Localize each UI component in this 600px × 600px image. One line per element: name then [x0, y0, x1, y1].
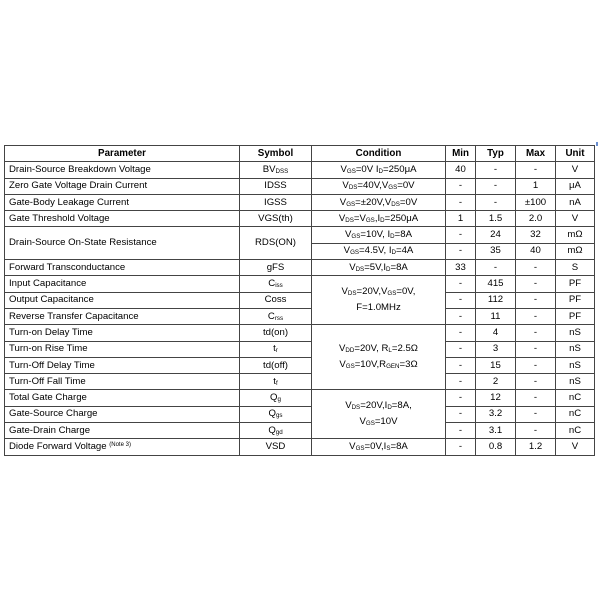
- unit-cell: mΩ: [556, 227, 595, 243]
- typ-cell: 3.1: [476, 423, 516, 439]
- min-cell: -: [446, 390, 476, 406]
- unit-cell: PF: [556, 308, 595, 324]
- table-row: [5, 178, 595, 194]
- symbol-cell: IDSS: [240, 178, 312, 194]
- condition-line: $V_{DS}=20V,I_D=8A$,: [345, 400, 412, 412]
- condition-cell: $V_{GS}=\pm 20V,V_{DS}=0V$: [312, 194, 446, 210]
- parameter-cell: Total Gate Charge: [5, 390, 240, 406]
- condition-subscript: GS: [346, 167, 356, 175]
- typ-cell: 35: [476, 243, 516, 259]
- table-row: [5, 357, 595, 373]
- typ-cell: 3.2: [476, 406, 516, 422]
- unit-cell: nS: [556, 357, 595, 373]
- symbol-cell: [240, 276, 312, 292]
- parameter-cell: Drain-Source On-State Resistance: [5, 227, 240, 260]
- header-max: Max: [516, 146, 556, 162]
- typ-cell: 24: [476, 227, 516, 243]
- symbol-cell: IGSS: [240, 194, 312, 210]
- max-cell: -: [516, 308, 556, 324]
- unit-cell: nC: [556, 406, 595, 422]
- typ-cell: 1.5: [476, 211, 516, 227]
- symbol-main: C: [268, 278, 276, 290]
- max-cell: -: [516, 341, 556, 357]
- max-cell: -: [516, 276, 556, 292]
- max-cell: ±100: [516, 194, 556, 210]
- condition-line: $V_{DS}=20V,V_{GS}=0V$,: [341, 286, 416, 298]
- typ-cell: -: [476, 194, 516, 210]
- symbol-cell: [240, 341, 312, 357]
- max-cell: -: [516, 374, 556, 390]
- symbol-subscript: g: [277, 396, 281, 404]
- typ-cell: 112: [476, 292, 516, 308]
- table-row: [5, 423, 595, 439]
- condition-subscript: DS: [347, 290, 357, 298]
- typ-cell: -: [476, 260, 516, 276]
- symbol-main: C: [267, 310, 275, 322]
- parameter-cell: Output Capacitance: [5, 292, 240, 308]
- min-cell: -: [446, 406, 476, 422]
- table-row: [5, 211, 595, 227]
- condition-subscript: GS: [388, 184, 398, 192]
- parameter-cell: Zero Gate Voltage Drain Current: [5, 178, 240, 194]
- unit-cell: nC: [556, 390, 595, 406]
- typ-cell: 15: [476, 357, 516, 373]
- unit-cell: V: [556, 211, 595, 227]
- corner-mark: [596, 142, 598, 146]
- condition-cell: [312, 325, 446, 390]
- min-cell: -: [446, 374, 476, 390]
- parameter-cell: Reverse Transfer Capacitance: [5, 308, 240, 324]
- table-row: [5, 390, 595, 406]
- unit-cell: S: [556, 260, 595, 276]
- condition-cell: $V_{DS}=V_{GS},I_D=250\mu A$: [312, 211, 446, 227]
- table-row: [5, 162, 595, 178]
- condition-subscript: D: [386, 265, 391, 273]
- symbol-subscript: gd: [275, 428, 283, 436]
- header-parameter: Parameter: [5, 146, 240, 162]
- table-row: [5, 439, 595, 455]
- condition-subscript: D: [387, 404, 392, 412]
- condition-subscript: GS: [350, 249, 360, 257]
- typ-cell: 11: [476, 308, 516, 324]
- symbol-main: Q: [270, 392, 278, 404]
- condition-subscript: GS: [355, 444, 365, 452]
- condition-subscript: GS: [346, 200, 356, 208]
- parameter-cell: Turn-on Delay Time: [5, 325, 240, 341]
- table-row: [5, 308, 595, 324]
- condition-subscript: DS: [391, 200, 400, 208]
- header-condition: Condition: [312, 146, 446, 162]
- parameter-note: (Note 3): [109, 441, 131, 448]
- condition-cell: [312, 390, 446, 439]
- table-row: [5, 374, 595, 390]
- typ-cell: -: [476, 162, 516, 178]
- condition-subscript: GS: [351, 233, 361, 241]
- symbol-cell: [240, 374, 312, 390]
- condition-subscript: DS: [348, 184, 358, 192]
- min-cell: -: [446, 341, 476, 357]
- condition-line: $V_{DD}=20V$, $R_L=2.5\Omega$: [339, 343, 418, 355]
- parameter-cell: Gate-Source Charge: [5, 406, 240, 422]
- typ-cell: 3: [476, 341, 516, 357]
- table-row: [5, 406, 595, 422]
- condition-line: $V_{GS}=10V$: [359, 416, 398, 428]
- parameter-text: Diode Forward Voltage: [9, 440, 107, 452]
- unit-cell: nS: [556, 374, 595, 390]
- unit-cell: V: [556, 162, 595, 178]
- symbol-main: Q: [268, 408, 276, 420]
- parameter-cell: Drain-Source Breakdown Voltage: [5, 162, 240, 178]
- max-cell: -: [516, 406, 556, 422]
- symbol-subscript: r: [275, 347, 278, 355]
- symbol-cell: [240, 162, 312, 178]
- condition-subscript: D: [380, 216, 385, 224]
- unit-cell: mΩ: [556, 243, 595, 259]
- condition-cell: $V_{GS}=4.5V$, $I_D=4A$: [312, 243, 446, 259]
- parameter-cell: Gate Threshold Voltage: [5, 211, 240, 227]
- max-cell: -: [516, 357, 556, 373]
- condition-subscript: GS: [387, 290, 397, 298]
- symbol-main: BV: [262, 163, 276, 175]
- min-cell: -: [446, 325, 476, 341]
- symbol-main: t: [273, 375, 276, 387]
- max-cell: 2.0: [516, 211, 556, 227]
- symbol-cell: [240, 308, 312, 324]
- condition-cell: $V_{DS}=40V,V_{GS}=0V$: [312, 178, 446, 194]
- condition-subscript: GS: [365, 216, 375, 224]
- min-cell: 1: [446, 211, 476, 227]
- parameter-cell: Input Capacitance: [5, 276, 240, 292]
- header-typ: Typ: [476, 146, 516, 162]
- max-cell: 1: [516, 178, 556, 194]
- symbol-subscript: iss: [275, 282, 283, 290]
- condition-subscript: GS: [365, 420, 375, 428]
- min-cell: -: [446, 423, 476, 439]
- unit-cell: μA: [556, 178, 595, 194]
- condition-subscript: D: [390, 233, 395, 241]
- max-cell: -: [516, 260, 556, 276]
- condition-cell: $V_{GS}=10V$, $I_D=8A$: [312, 227, 446, 243]
- condition-cell: $V_{GS}=0V$ $I_D=250\mu A$: [312, 162, 446, 178]
- min-cell: -: [446, 292, 476, 308]
- parameter-cell: Gate-Body Leakage Current: [5, 194, 240, 210]
- condition-subscript: DS: [345, 216, 354, 224]
- typ-cell: 12: [476, 390, 516, 406]
- max-cell: -: [516, 325, 556, 341]
- condition-subscript: S: [386, 444, 391, 452]
- unit-cell: nA: [556, 194, 595, 210]
- header-symbol: Symbol: [240, 146, 312, 162]
- header-min: Min: [446, 146, 476, 162]
- symbol-cell: gFS: [240, 260, 312, 276]
- max-cell: -: [516, 423, 556, 439]
- symbol-cell: VGS(th): [240, 211, 312, 227]
- header-row: [5, 146, 595, 162]
- condition-subscript: DS: [355, 265, 365, 273]
- condition-subscript: GEN: [386, 363, 400, 371]
- condition-cell: [312, 276, 446, 325]
- typ-cell: -: [476, 178, 516, 194]
- symbol-cell: [240, 423, 312, 439]
- typ-cell: 415: [476, 276, 516, 292]
- parameter-cell: Gate-Drain Charge: [5, 423, 240, 439]
- unit-cell: PF: [556, 292, 595, 308]
- table-row: [5, 227, 595, 243]
- typ-cell: 0.8: [476, 439, 516, 455]
- condition-cell: $V_{DS}=5V,I_D=8A$: [312, 260, 446, 276]
- condition-cell: $V_{GS}=0V,I_S=8A$: [312, 439, 446, 455]
- unit-cell: nS: [556, 325, 595, 341]
- parameter-cell: [5, 439, 240, 455]
- symbol-subscript: gs: [275, 412, 283, 420]
- min-cell: -: [446, 227, 476, 243]
- max-cell: -: [516, 292, 556, 308]
- symbol-subscript: rss: [274, 314, 284, 322]
- symbol-cell: td(off): [240, 357, 312, 373]
- typ-cell: 2: [476, 374, 516, 390]
- max-cell: 32: [516, 227, 556, 243]
- table-row: [5, 292, 595, 308]
- symbol-cell: VSD: [240, 439, 312, 455]
- min-cell: -: [446, 308, 476, 324]
- min-cell: -: [446, 178, 476, 194]
- parameter-cell: Turn-on Rise Time: [5, 341, 240, 357]
- condition-subscript: D: [378, 167, 383, 175]
- table-row: [5, 325, 595, 341]
- max-cell: -: [516, 162, 556, 178]
- max-cell: -: [516, 390, 556, 406]
- symbol-main: t: [273, 343, 276, 355]
- condition-subscript: DD: [345, 347, 355, 355]
- min-cell: -: [446, 243, 476, 259]
- table-row: [5, 276, 595, 292]
- min-cell: -: [446, 276, 476, 292]
- unit-cell: nC: [556, 423, 595, 439]
- symbol-subscript: DSS: [275, 167, 289, 175]
- min-cell: -: [446, 357, 476, 373]
- symbol-subscript: f: [275, 379, 278, 387]
- symbol-cell: [240, 406, 312, 422]
- max-cell: 1.2: [516, 439, 556, 455]
- min-cell: 40: [446, 162, 476, 178]
- min-cell: -: [446, 194, 476, 210]
- symbol-cell: td(on): [240, 325, 312, 341]
- unit-cell: nS: [556, 341, 595, 357]
- symbol-cell: Coss: [240, 292, 312, 308]
- min-cell: -: [446, 439, 476, 455]
- symbol-cell: [240, 390, 312, 406]
- parameter-cell: Turn-Off Delay Time: [5, 357, 240, 373]
- typ-cell: 4: [476, 325, 516, 341]
- condition-line: $V_{GS}=10V,R_{GEN}=3\Omega$: [339, 359, 418, 371]
- condition-subscript: L: [388, 347, 392, 355]
- table-row: [5, 260, 595, 276]
- parameter-cell: Turn-Off Fall Time: [5, 374, 240, 390]
- symbol-cell: RDS(ON): [240, 227, 312, 260]
- condition-subscript: D: [391, 249, 396, 257]
- unit-cell: V: [556, 439, 595, 455]
- min-cell: 33: [446, 260, 476, 276]
- table-row: [5, 194, 595, 210]
- unit-cell: PF: [556, 276, 595, 292]
- symbol-main: Q: [268, 424, 276, 436]
- max-cell: 40: [516, 243, 556, 259]
- header-unit: Unit: [556, 146, 595, 162]
- condition-line: F=1.0MHz: [356, 302, 401, 314]
- condition-subscript: DS: [351, 404, 361, 412]
- electrical-characteristics-table: [4, 145, 595, 456]
- condition-subscript: GS: [345, 363, 355, 371]
- table-row: [5, 341, 595, 357]
- parameter-cell: Forward Transconductance: [5, 260, 240, 276]
